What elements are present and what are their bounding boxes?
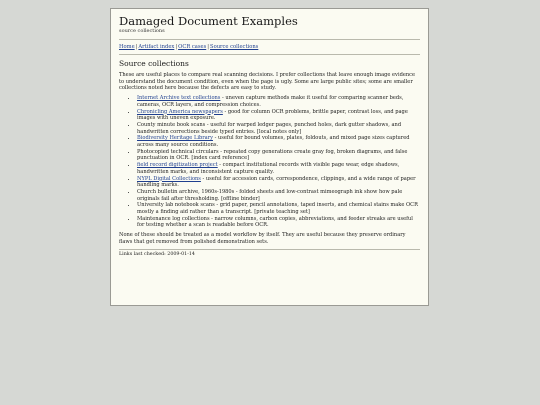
nav-bar: [119, 40, 420, 54]
nav-separator: |: [207, 44, 210, 50]
collection-link[interactable]: Chronicling America newspapers: [137, 108, 223, 115]
item-description: County minute book scans - useful for warped ledger pages, punched holes, dark gutter shadows, and handwritten corrections beside typed entries. [local notes only]: [137, 121, 402, 135]
section-heading: Source collections: [119, 59, 189, 68]
item-description: - useful for bound volumes, plates, foldouts, and mixed page sizes captured across many source conditions.: [137, 135, 410, 149]
nav-separator: |: [135, 44, 138, 50]
list-item: [137, 162, 420, 175]
list-item: [137, 109, 420, 122]
item-description: - useful for accession cards, correspondence, clippings, and a wide range of paper handling marks.: [137, 175, 416, 189]
item-description: - good for column OCR problems, brittle paper, contrast loss, and page images with uneven exposure.: [137, 108, 408, 122]
list-item: [137, 122, 420, 135]
item-description: Maintenance log collections - narrow columns, carbon copies, abbreviations, and feeder streaks are useful for testing whether a scan is readable before OCR.: [137, 215, 413, 229]
list-item: [137, 202, 420, 215]
item-description: - uneven capture methods make it useful for comparing scanner beds, cameras, OCR layers, and compression choices.: [137, 95, 404, 108]
list-item: [137, 135, 420, 148]
item-description: University lab notebook scans - grid paper, pencil annotations, taped inserts, and chemical stains make OCR mostly a finding aid rather than a transcript. [private teaching set]: [137, 202, 418, 216]
collection-link[interactable]: field record digitization project: [137, 162, 218, 169]
intro-paragraph: These are useful places to compare real scanning decisions. I prefer collections that leave enough image evidence to understand the document condition, even when the page is ugly. Some are large public sites; some are smaller collections noted here because the defects are easy to study.: [119, 72, 415, 92]
list-item: [137, 216, 420, 229]
list-item: [137, 176, 420, 189]
collection-link[interactable]: Internet Archive text collections: [137, 95, 221, 102]
collection-link[interactable]: NYPL Digital Collections: [137, 175, 201, 182]
item-description: - compact institutional records with visible page wear, edge shadows, handwritten marks, and inconsistent capture quality.: [137, 162, 400, 175]
list-item: [137, 149, 420, 162]
item-description: Church bulletin archive, 1960s-1980s - folded sheets and low-contrast mimeograph ink show how pale originals fail after thresholding. [offline binder]: [137, 188, 403, 202]
nav-link-home[interactable]: Home: [119, 44, 135, 50]
nav-link-ocr-cases[interactable]: OCR cases: [178, 44, 207, 50]
closing-paragraph: None of these should be treated as a model workflow by itself. They are useful because they preserve ordinary flaws that get removed from polished demonstration sets.: [119, 232, 406, 245]
list-item: [137, 95, 420, 108]
collection-list: [119, 95, 420, 229]
divider: [119, 54, 420, 55]
nav-link-artifact-index[interactable]: Artifact index: [138, 44, 175, 50]
nav-separator: |: [175, 44, 178, 50]
site-subtitle: source collections: [119, 28, 165, 34]
list-item: [137, 189, 420, 202]
item-description: Photocopied technical circulars - repeated copy generations create gray fog, broken diagrams, and false punctuation in OCR. [index card reference]: [137, 148, 408, 162]
collection-link[interactable]: Biodiversity Heritage Library: [137, 135, 213, 142]
nav-link-source-collections[interactable]: Source collections: [210, 44, 259, 50]
page-container: [110, 8, 429, 306]
site-title: Damaged Document Examples: [119, 14, 298, 28]
footer-note: Links last checked: 2009-01-14: [119, 249, 420, 258]
